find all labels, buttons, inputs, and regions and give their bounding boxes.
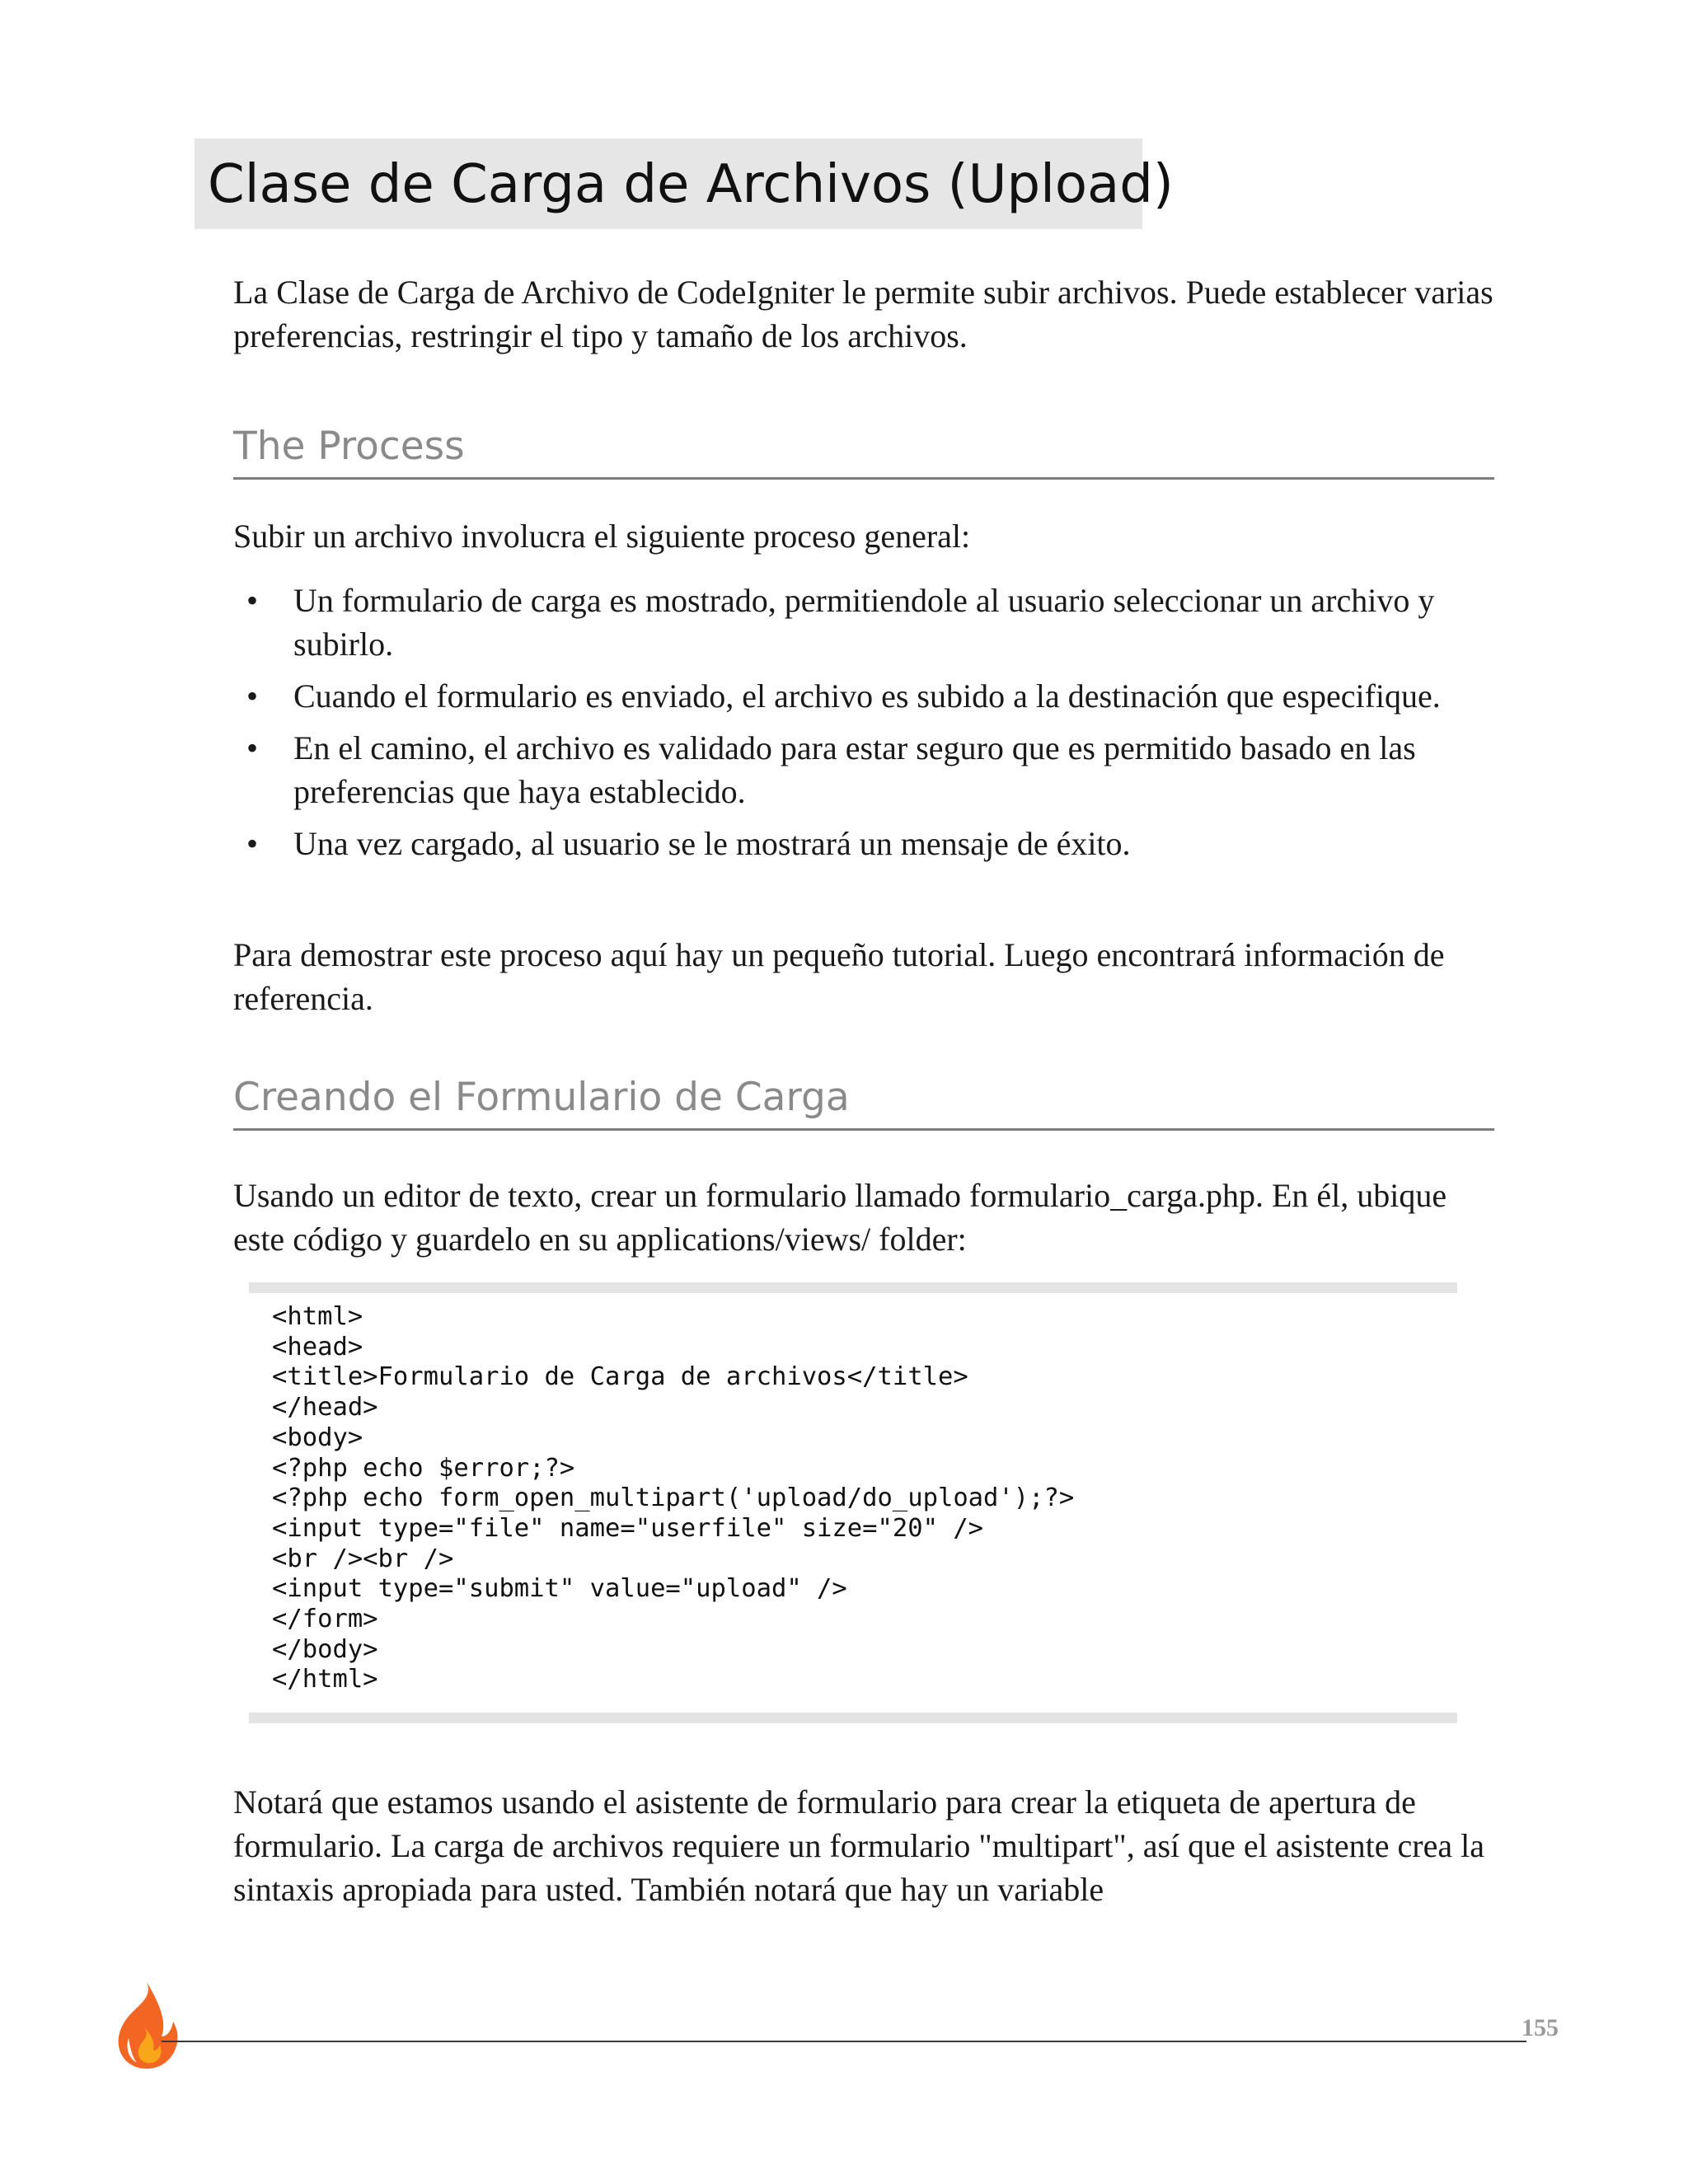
section-rule [233, 1128, 1494, 1131]
list-item [233, 822, 1494, 865]
process-bullet-list [233, 579, 1494, 874]
section-heading-process: The Process [233, 424, 465, 469]
list-item-text: Un formulario de carga es mostrado, permitiendole al usuario seleccionar un archivo y subirlo. [293, 582, 1435, 663]
intro-paragraph: La Clase de Carga de Archivo de CodeIgniter le permite subir archivos. Puede establecer varias preferencias, restringir el tipo y tamaño de los archivos. [233, 274, 1493, 354]
list-item-text: En el camino, el archivo es validado para estar seguro que es permitido basado en las preferencias que haya establecido. [293, 729, 1416, 810]
form-after-paragraph: Notará que estamos usando el asistente de formulario para crear la etiqueta de apertura de formulario. La carga de archivos requiere un formulario "multipart", así que el asistente crea la sintaxis apropiada para usted. También notará que hay un variable [233, 1783, 1484, 1908]
list-item-text: Cuando el formulario es enviado, el archivo es subido a la destinación que especifique. [293, 677, 1441, 715]
process-lead-paragraph: Subir un archivo involucra el siguiente proceso general: [233, 518, 971, 555]
code-block-top-bar [249, 1282, 1457, 1293]
bullet-icon: • [246, 825, 259, 862]
process-closing-paragraph: Para demostrar este proceso aquí hay un pequeño tutorial. Luego encontrará información de referencia. [233, 936, 1445, 1017]
footer-rule [162, 2041, 1526, 2042]
page-title: Clase de Carga de Archivos (Upload) [208, 154, 1174, 215]
list-item [233, 579, 1494, 666]
codeigniter-flame-icon [104, 1980, 186, 2071]
section-heading-form: Creando el Formulario de Carga [233, 1075, 850, 1120]
code-block-bottom-bar [249, 1713, 1457, 1723]
list-item [233, 674, 1494, 718]
bullet-icon: • [246, 582, 259, 619]
bullet-icon: • [246, 729, 259, 766]
section-rule [233, 477, 1494, 480]
page-number: 155 [1522, 2014, 1559, 2041]
form-lead-paragraph: Usando un editor de texto, crear un formulario llamado formulario_carga.php. En él, ubique este código y guardelo en su applications/views/ folder: [233, 1177, 1447, 1258]
list-item [233, 726, 1494, 813]
list-item-text: Una vez cargado, al usuario se le mostrará un mensaje de éxito. [293, 825, 1131, 862]
bullet-icon: • [246, 677, 259, 715]
code-block: <html> <head> <title>Formulario de Carga de archivos</title> </head> <body> <?php echo $error;?> <?php echo form_open_multipart('upload/do_upload');?> <input type="file" name="userfile" size="20" /> <br /><br /> <input type="submit" value="upload" /> </form> </body> </html> [272, 1302, 1075, 1694]
